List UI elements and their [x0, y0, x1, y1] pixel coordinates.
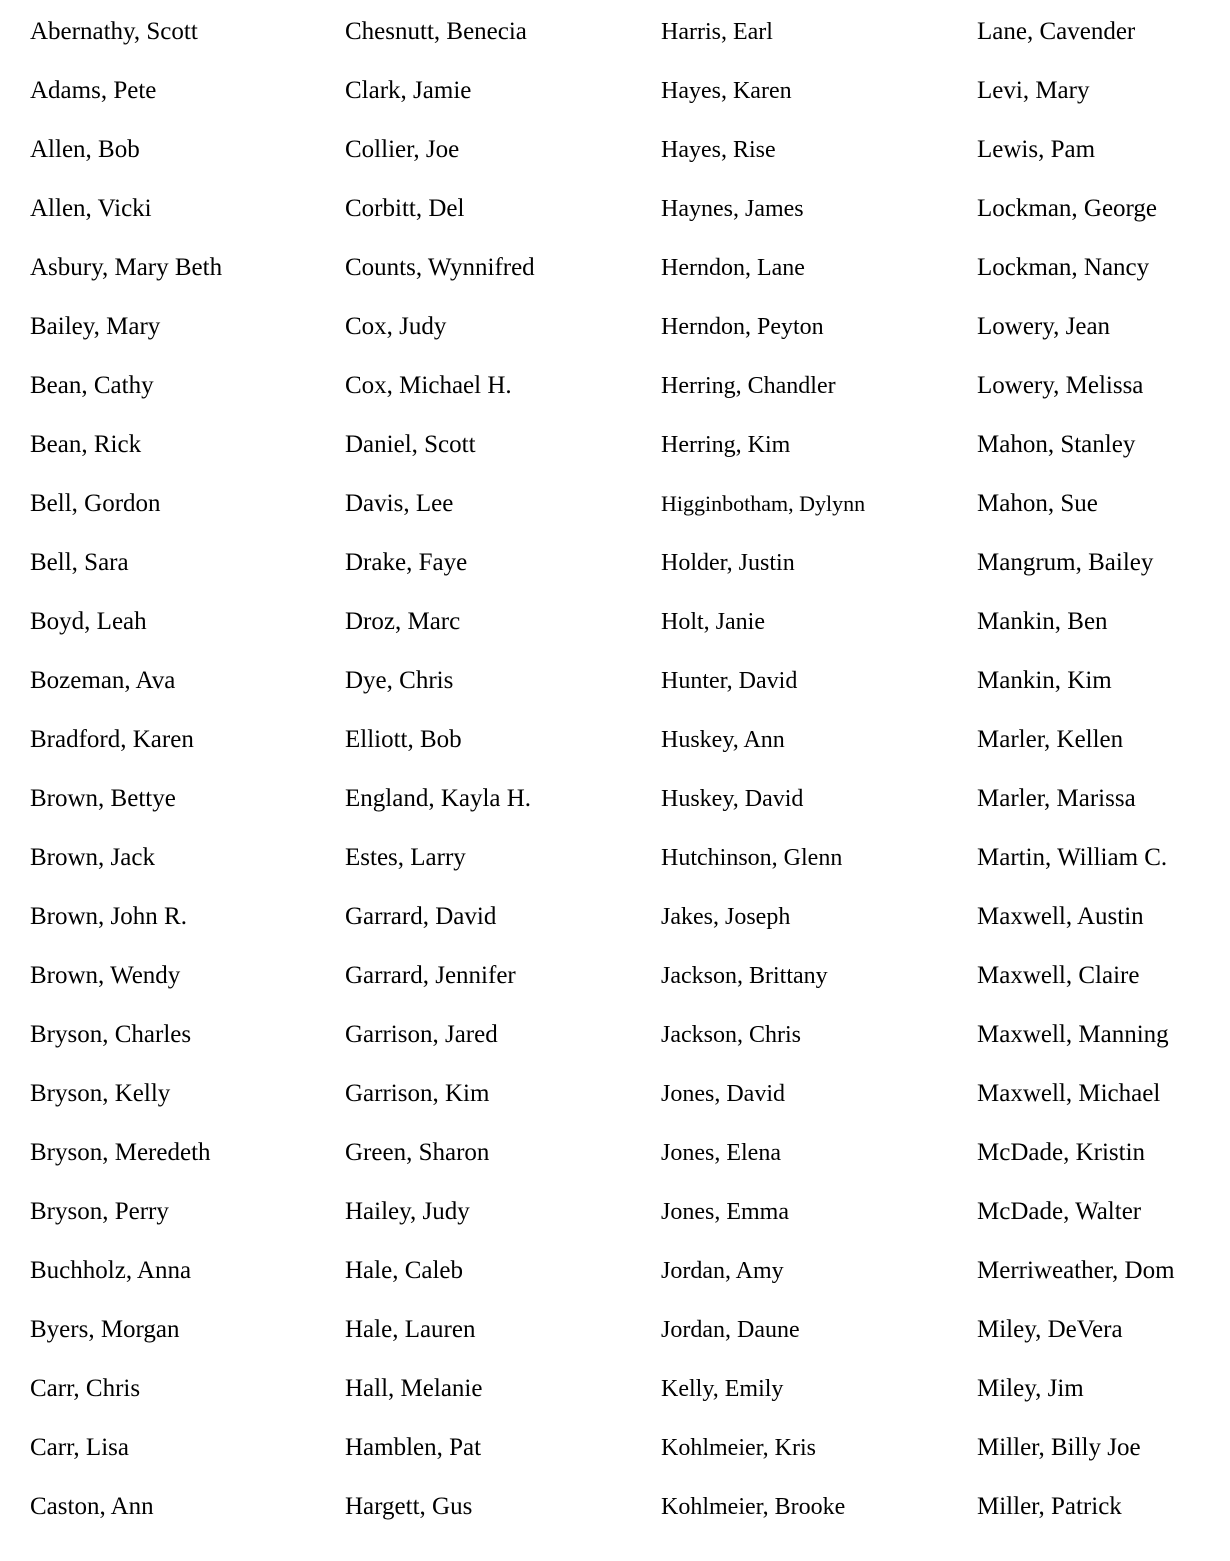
list-item: Bell, Gordon: [30, 490, 161, 517]
list-item: Lowery, Melissa: [977, 372, 1144, 399]
list-item: Byers, Morgan: [30, 1316, 180, 1343]
list-item: Holder, Justin: [661, 550, 795, 576]
list-item: Carr, Chris: [30, 1375, 141, 1402]
list-item: Martin, William C.: [977, 844, 1168, 871]
list-item: Clark, Jamie: [345, 77, 472, 104]
list-item: Marler, Marissa: [977, 785, 1136, 812]
list-item: Bean, Rick: [30, 431, 142, 458]
name-column-4: [977, 14, 1175, 1548]
list-item: Haynes, James: [661, 196, 804, 222]
list-item: Jones, David: [661, 1081, 785, 1107]
list-item: Corbitt, Del: [345, 195, 465, 222]
list-item: Estes, Larry: [345, 844, 466, 871]
list-item: Miley, Jim: [977, 1375, 1084, 1402]
list-item: Cox, Judy: [345, 313, 447, 340]
list-item: Lane, Cavender: [977, 18, 1136, 45]
list-item: Holt, Janie: [661, 609, 765, 635]
list-item: Herndon, Peyton: [661, 314, 824, 340]
list-item: Buchholz, Anna: [30, 1257, 192, 1284]
list-item: Cox, Michael H.: [345, 372, 512, 399]
list-item: Davis, Lee: [345, 490, 454, 517]
list-item: England, Kayla H.: [345, 785, 532, 812]
list-item: Mahon, Stanley: [977, 431, 1136, 458]
list-item: Caston, Ann: [30, 1493, 154, 1520]
list-item: Green, Sharon: [345, 1139, 490, 1166]
list-item: Hailey, Judy: [345, 1198, 470, 1225]
list-item: Brown, John R.: [30, 903, 187, 930]
list-item: Maxwell, Austin: [977, 903, 1144, 930]
list-item: Higginbotham, Dylynn: [661, 491, 866, 516]
list-item: Bell, Sara: [30, 549, 129, 576]
list-item: Herring, Kim: [661, 432, 791, 458]
list-item: Lewis, Pam: [977, 136, 1096, 163]
list-item: Lockman, Nancy: [977, 254, 1150, 281]
list-item: Maxwell, Manning: [977, 1021, 1169, 1048]
list-item: Garrison, Jared: [345, 1021, 498, 1048]
list-item: Hale, Lauren: [345, 1316, 476, 1343]
list-item: Bozeman, Ava: [30, 667, 176, 694]
list-item: Allen, Bob: [30, 136, 140, 163]
list-item: Dye, Chris: [345, 667, 454, 694]
list-item: Brown, Jack: [30, 844, 155, 871]
list-item: Huskey, Ann: [661, 727, 785, 753]
list-item: Carr, Lisa: [30, 1434, 129, 1461]
list-item: Lockman, George: [977, 195, 1158, 222]
list-item: Hale, Caleb: [345, 1257, 464, 1284]
list-item: Huskey, David: [661, 786, 804, 812]
list-item: Maxwell, Michael: [977, 1080, 1161, 1107]
list-item: Hargett, Gus: [345, 1493, 473, 1520]
list-item: Daniel, Scott: [345, 431, 476, 458]
list-item: Hutchinson, Glenn: [661, 845, 843, 871]
list-item: Bryson, Perry: [30, 1198, 169, 1225]
list-item: Mangrum, Bailey: [977, 549, 1154, 576]
list-item: Bradford, Karen: [30, 726, 194, 753]
list-item: Jordan, Amy: [661, 1258, 784, 1284]
list-item: Hall, Melanie: [345, 1375, 483, 1402]
list-item: Hayes, Rise: [661, 137, 776, 163]
name-column-3: [661, 14, 865, 1548]
list-item: Jones, Elena: [661, 1140, 781, 1166]
list-item: Allen, Vicki: [30, 195, 152, 222]
list-item: Asbury, Mary Beth: [30, 254, 223, 281]
list-item: Garrard, David: [345, 903, 497, 930]
list-item: Bryson, Meredeth: [30, 1139, 211, 1166]
list-item: Jordan, Daune: [661, 1317, 800, 1343]
list-item: Maxwell, Claire: [977, 962, 1140, 989]
list-item: Herndon, Lane: [661, 255, 805, 281]
list-item: Counts, Wynnifred: [345, 254, 535, 281]
list-item: Chesnutt, Benecia: [345, 18, 527, 45]
list-item: Herring, Chandler: [661, 373, 836, 399]
list-item: Adams, Pete: [30, 77, 157, 104]
list-item: Mankin, Ben: [977, 608, 1108, 635]
list-item: Bean, Cathy: [30, 372, 154, 399]
list-item: Marler, Kellen: [977, 726, 1124, 753]
list-item: Mahon, Sue: [977, 490, 1098, 517]
list-item: Elliott, Bob: [345, 726, 462, 753]
list-item: Miley, DeVera: [977, 1316, 1123, 1343]
list-item: Jackson, Brittany: [661, 963, 828, 989]
list-item: Bailey, Mary: [30, 313, 161, 340]
list-item: Droz, Marc: [345, 608, 461, 635]
list-item: Brown, Wendy: [30, 962, 181, 989]
list-item: Collier, Joe: [345, 136, 460, 163]
list-item: Miller, Billy Joe: [977, 1434, 1141, 1461]
list-item: Jakes, Joseph: [661, 904, 791, 930]
list-item: McDade, Kristin: [977, 1139, 1146, 1166]
list-item: Hunter, David: [661, 668, 798, 694]
list-item: Bryson, Kelly: [30, 1080, 171, 1107]
list-item: Harris, Earl: [661, 19, 773, 45]
list-item: McDade, Walter: [977, 1198, 1142, 1225]
list-item: Merriweather, Dom: [977, 1257, 1175, 1284]
list-item: Levi, Mary: [977, 77, 1090, 104]
list-item: Jackson, Chris: [661, 1022, 801, 1048]
list-item: Mankin, Kim: [977, 667, 1112, 694]
list-item: Boyd, Leah: [30, 608, 147, 635]
list-item: Bryson, Charles: [30, 1021, 192, 1048]
list-item: Kohlmeier, Brooke: [661, 1494, 846, 1520]
list-item: Hamblen, Pat: [345, 1434, 482, 1461]
name-column-1: [30, 14, 222, 1548]
list-item: Garrison, Kim: [345, 1080, 490, 1107]
list-item: Kohlmeier, Kris: [661, 1435, 817, 1461]
list-item: Hayes, Karen: [661, 78, 792, 104]
list-item: Drake, Faye: [345, 549, 468, 576]
name-column-2: [345, 14, 535, 1548]
list-item: Jones, Emma: [661, 1199, 789, 1225]
list-item: Miller, Patrick: [977, 1493, 1122, 1520]
list-item: Brown, Bettye: [30, 785, 176, 812]
list-item: Kelly, Emily: [661, 1376, 784, 1402]
list-item: Lowery, Jean: [977, 313, 1111, 340]
list-item: Garrard, Jennifer: [345, 962, 516, 989]
list-item: Abernathy, Scott: [30, 18, 198, 45]
